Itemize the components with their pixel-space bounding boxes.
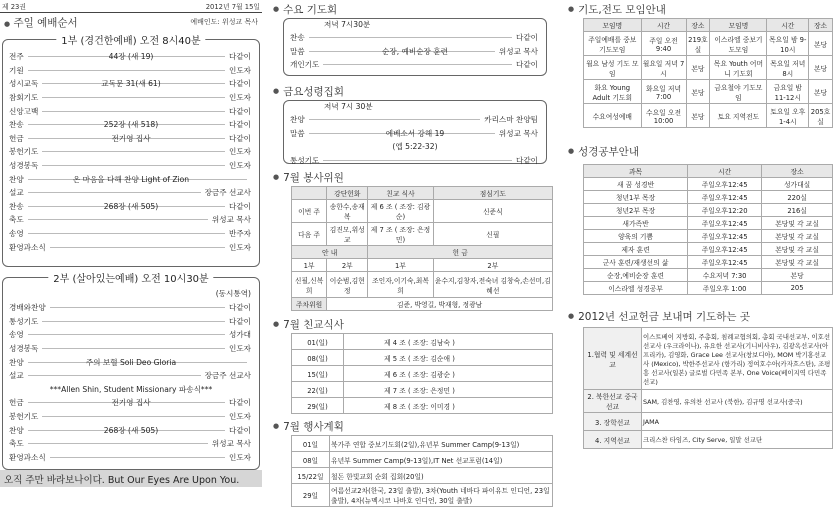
bullet-icon: ● — [273, 422, 280, 430]
order-detail: 교독문 31(새 61) — [101, 79, 161, 89]
service2-title: 2부 (살아있는예배) 오전 10시30분 — [48, 270, 213, 285]
worship-title: 주일 예배순서 — [13, 16, 78, 29]
order-person: 반주자 — [228, 229, 251, 239]
prayer-head-cell: 장소 — [686, 19, 710, 32]
prayer-head-cell: 모임명 — [710, 19, 767, 32]
order-detail: 전기영 집사 — [111, 133, 151, 143]
order-item: 통성기도 — [9, 316, 39, 326]
service-cell: 신필 — [433, 223, 552, 246]
events-title: 7월 행사계획 — [283, 420, 344, 433]
event-text: 유년부 Summer Camp(9-13일),IT Net 선교포럼(14일) — [330, 452, 553, 468]
order-row — [3, 145, 259, 159]
bible-cell: 주일오후12:20 — [688, 204, 762, 217]
service-name-cell: 윤수지,김창자,전숙녀 김창숙,손선미,김혜선 — [433, 272, 552, 298]
bible-cell: 청년1부 목장 — [584, 191, 688, 204]
bullet-icon: ● — [568, 147, 575, 155]
service-sub-cell: 1부 — [292, 259, 327, 272]
order-row — [3, 315, 259, 329]
service-cell: 제 6 조 ( 조장: 김광순) — [368, 200, 433, 223]
order-item: 성경봉독 — [9, 344, 39, 354]
order-person: 위성교 목사 — [211, 439, 251, 449]
order-row — [3, 159, 259, 173]
issue-header — [0, 0, 262, 12]
issue-number: 제 23권 — [2, 3, 26, 11]
meal-group: 제 8 조 ( 조장: 이미경 ) — [344, 398, 553, 414]
order-detail: 44장 (새 19) — [108, 52, 154, 62]
order-person: 장금주 선교사 — [204, 188, 251, 198]
order-person: 인도자 — [228, 344, 251, 354]
wed-box — [283, 18, 547, 76]
service-sub-cell: 2부 — [327, 259, 368, 272]
fri-time: 저녁 7시 30분 — [324, 102, 373, 111]
service-sub-cell: 2부 — [433, 259, 552, 272]
prayer-cell: 본당 — [686, 56, 710, 80]
order-row — [3, 172, 259, 186]
bible-cell: 주일오후12:45 — [688, 217, 762, 230]
order-item: 찬송 — [290, 33, 305, 43]
footer-banner: 오직 주만 바라보나이다. But Our Eyes Are Upon You. — [0, 470, 262, 487]
bible-cell: 청년2부 목장 — [584, 204, 688, 217]
order-item: 찬양 — [9, 425, 24, 435]
service-head-cell: 점심기도 — [433, 187, 552, 200]
order-person: 인도자 — [228, 93, 251, 103]
order-item: 헌금 — [9, 398, 24, 408]
bible-cell: 주일오후12:45 — [688, 256, 762, 269]
order-item: 찬송 — [9, 201, 24, 211]
prayer-cell: 205호실 — [809, 104, 833, 128]
order-person: 위성교 목사 — [498, 128, 538, 138]
order-item: 축도 — [9, 439, 24, 449]
order-person: 다같이 — [228, 106, 251, 116]
fri-heading — [273, 82, 555, 100]
meal-date: 29(일) — [292, 398, 344, 414]
order-row — [284, 113, 546, 127]
order-person: 다같이 — [228, 316, 251, 326]
order-person: 다같이 — [228, 79, 251, 89]
service-cell: 김진모,위성교 — [327, 223, 368, 246]
meal-title: 7월 친교식사 — [283, 318, 344, 331]
order-item: 말씀 — [290, 128, 305, 138]
bible-cell: 본당및 각 교실 — [762, 230, 833, 243]
order-row — [3, 240, 259, 254]
prayer-cell: 이스라엘 중보기도모임 — [710, 32, 767, 56]
mission-category: 1.협력 및 세계선교 — [584, 328, 642, 390]
order-detail: 주의 보혈 Soli Deo Gloria — [85, 357, 177, 367]
service-cell: 제 7 조 ( 조장: 은정민) — [368, 223, 433, 246]
prayer-cell: 토요일 오후 1-4시 — [767, 104, 809, 128]
prayer-title: 기도,전도 모임안내 — [578, 3, 666, 16]
bible-cell: 205 — [762, 282, 833, 295]
order-detail: 252장 (새 518) — [103, 120, 159, 130]
order-person: 다같이 — [515, 60, 538, 70]
order-person: 인도자 — [228, 147, 251, 157]
order-person: 다같이 — [228, 201, 251, 211]
order-row — [284, 31, 546, 45]
middle-column — [273, 0, 555, 507]
order-row — [3, 50, 259, 64]
order-item: 헌금 — [9, 133, 24, 143]
guide-head: 안 내 — [292, 246, 368, 259]
fri-title: 금요성령집회 — [283, 85, 344, 98]
bible-cell: 본당및 각 교실 — [762, 243, 833, 256]
order-item: 환영과소식 — [9, 242, 46, 252]
order-person: 위성교 목사 — [211, 215, 251, 225]
wed-time: 저녁 7시30분 — [324, 20, 371, 29]
order-row — [3, 227, 259, 241]
order-row — [3, 77, 259, 91]
service1-box — [2, 36, 260, 267]
bible-cell: 본당 — [762, 269, 833, 282]
order-detail: 268장 (새 505) — [103, 201, 159, 211]
service2-box — [2, 274, 260, 470]
order-person: 성가대 — [228, 330, 251, 340]
bullet-icon: ● — [4, 19, 11, 28]
order-item: 전주 — [9, 52, 24, 62]
prayer-cell: 목요일 밤 9-10시 — [767, 32, 809, 56]
issue-date: 2012년 7월 15일 — [205, 3, 260, 11]
order-person: 인도자 — [228, 161, 251, 171]
meal-date: 01(일) — [292, 334, 344, 350]
bible-cell: 양육의 기쁨 — [584, 230, 688, 243]
prayer-head-cell: 시간 — [641, 19, 686, 32]
bible-cell: 주일오후12:45 — [688, 191, 762, 204]
order-item: 찬양 — [9, 174, 24, 184]
service-cell: 송한수,송재복 — [327, 200, 368, 223]
event-text: 여름선교2차(한국, 23일 출발), 3차(Youth 네바다 파이유트 인디언, 23일 출발), 4차(뉴멕시코 나바호 인디언, 30일 출발) — [330, 484, 553, 507]
bible-cell: 제자 훈련 — [584, 243, 688, 256]
order-item: 설교 — [9, 371, 24, 381]
service1-title: 1부 (경건한예배) 오전 8시40분 — [56, 32, 205, 47]
mission-title: 2012년 선교헌금 보내며 기도하는 곳 — [578, 310, 751, 323]
service-sub-cell: 1부 — [368, 259, 433, 272]
mission-heading — [568, 307, 835, 325]
order-item: 찬양 — [290, 115, 305, 125]
service-heading — [273, 168, 555, 186]
order-row — [284, 58, 546, 72]
order-detail: 268장 (새 505) — [103, 425, 159, 435]
prayer-cell: 월요 남성 기도 모임 — [584, 56, 642, 80]
bible-cell: 새 꿈 성경반 — [584, 178, 688, 191]
prayer-cell: 금요철야 기도모임 — [710, 80, 767, 104]
mission-targets: 이스트베이 지방회, 주총회, 침례교협의회, 총회 국내선교부, 이호선선교사 (우크라이나), 유요한 선교사(기니비사우), 김광옥선교사(아프리카), 김영화, Grace Lee 선교사(창보디아), MOM 박기홍선교사 (Mexico), 박한주선교사 (항가리) 정여호수아(카자흐스탄), 조평흥 선교사(일본) 글로벌 다민족 본부, One Voice(베이지역 다민족선교) — [642, 328, 833, 390]
service-head-cell: 강단헌화 — [327, 187, 368, 200]
prayer-cell: 본당 — [686, 104, 710, 128]
events-table — [291, 435, 553, 507]
bible-head-cell: 장소 — [762, 165, 833, 178]
order-person: 카리스마 찬양팀 — [484, 115, 538, 125]
service-title: 7월 봉사위원 — [283, 171, 344, 184]
service-cell: 신준식 — [433, 200, 552, 223]
order-person: 다같이 — [228, 133, 251, 143]
order-person: 다같이 — [228, 425, 251, 435]
bible-cell: 본당및 각 교실 — [762, 217, 833, 230]
bullet-icon: ● — [273, 320, 280, 328]
order-person: 인도자 — [228, 452, 251, 462]
prayer-head-cell: 시간 — [767, 19, 809, 32]
order-item: 찬송 — [9, 120, 24, 130]
order-item: 환영과소식 — [9, 452, 46, 462]
bible-cell: 주일오후 1:00 — [688, 282, 762, 295]
meal-group: 제 7 조 ( 조장: 은정민 ) — [344, 382, 553, 398]
order-item: 봉헌기도 — [9, 147, 39, 157]
bible-cell: 순장,예비순장 훈련 — [584, 269, 688, 282]
meal-group: 제 5 조 ( 조장: 김순애 ) — [344, 350, 553, 366]
service-cell: 다음 주 — [292, 223, 327, 246]
mission-targets: JAMA — [642, 413, 833, 431]
order-detail: (엡 5:22-32) — [392, 142, 438, 152]
prayer-cell: 화요 Young Adult 기도회 — [584, 80, 642, 104]
service-head-cell — [292, 187, 327, 200]
order-person: 다같이 — [228, 120, 251, 130]
order-row — [3, 186, 259, 200]
wed-title: 수요 기도회 — [283, 3, 338, 16]
meal-group: 제 4 조 ( 조장: 김남숙 ) — [344, 334, 553, 350]
order-detail: 에베소서 강해 19 — [385, 128, 445, 138]
event-text: 북가주 연합 중보기도회(2일),유년부 Summer Camp(9-13일) — [330, 436, 553, 452]
drivers: 김준, 박영길, 박재형, 정광남 — [327, 298, 553, 311]
prayer-cell: 수요여성예배 — [584, 104, 642, 128]
interpretation-note: (동시통역) — [215, 289, 251, 298]
order-row — [3, 118, 259, 132]
prayer-head-cell: 모임명 — [584, 19, 642, 32]
order-item: 참회기도 — [9, 93, 39, 103]
mission-table — [583, 327, 833, 449]
order-row — [284, 140, 546, 154]
bullet-icon: ● — [568, 5, 575, 13]
service-name-cell: 이순범,김현정 — [327, 272, 368, 298]
mission-targets: SAM, 김찬영, 유의찬 선교사 (북한), 김규명 선교사(중국) — [642, 390, 833, 413]
bible-heading — [568, 142, 835, 160]
order-row — [3, 437, 259, 451]
order-item: 경배와찬양 — [9, 303, 46, 313]
mission-category: 3. 장학선교 — [584, 413, 642, 431]
prayer-cell: 월요일 저녁 7시 — [641, 56, 686, 80]
bible-cell: 220실 — [762, 191, 833, 204]
order-item: 기원 — [9, 65, 24, 75]
order-row — [3, 423, 259, 437]
order-row — [3, 342, 259, 356]
meal-group: 제 6 조 ( 조장: 김광순 ) — [344, 366, 553, 382]
meal-heading — [273, 315, 555, 333]
fri-box — [283, 100, 547, 164]
bible-cell: 이스라엘 성경공부 — [584, 282, 688, 295]
prayer-cell: 본당 — [809, 32, 833, 56]
order-person: 다같이 — [228, 303, 251, 313]
prayer-cell: 본당 — [686, 80, 710, 104]
order-item: 개인기도 — [290, 60, 320, 70]
bible-cell: 수요저녁 7:30 — [688, 269, 762, 282]
prayer-cell: 수요일 오전 10:00 — [641, 104, 686, 128]
event-date: 01일 — [292, 436, 330, 452]
worship-leader: 예배인도: 위성교 목사 — [190, 18, 258, 26]
service-name-cell: 신필,신복희 — [292, 272, 327, 298]
offer-head: 헌 금 — [368, 246, 553, 259]
worship-heading — [0, 13, 262, 31]
bullet-icon: ● — [273, 173, 280, 181]
meal-date: 22(일) — [292, 382, 344, 398]
bullet-icon: ● — [273, 87, 280, 95]
bible-cell: 새가족반 — [584, 217, 688, 230]
order-person: 다같이 — [228, 398, 251, 408]
event-date: 15/22일 — [292, 468, 330, 484]
order-detail: 순장, 예비순장 훈련 — [382, 46, 448, 56]
prayer-cell: 주일예배를 중보기도모임 — [584, 32, 642, 56]
service-table — [291, 186, 553, 311]
order-row — [3, 355, 259, 369]
order-row — [284, 127, 546, 141]
order-detail: 전기영 집사 — [111, 398, 151, 408]
order-row — [3, 301, 259, 315]
bullet-icon: ● — [273, 5, 280, 13]
prayer-cell: 목요 Youth 어머니 기도회 — [710, 56, 767, 80]
order-item: 말씀 — [290, 46, 305, 56]
order-row — [284, 154, 546, 168]
prayer-cell: 본당 — [809, 80, 833, 104]
mission-category: 2. 북한선교 중국선교 — [584, 390, 642, 413]
order-person: 다같이 — [228, 52, 251, 62]
prayer-cell: 화요일 저녁7:00 — [641, 80, 686, 104]
events-heading — [273, 417, 555, 435]
order-detail: 온 마음을 다해 찬양 Light of Zion — [72, 174, 190, 184]
bible-cell: 본당및 각 교실 — [762, 256, 833, 269]
order-item: 설교 — [9, 188, 24, 198]
event-date: 29일 — [292, 484, 330, 507]
order-row — [3, 64, 259, 78]
order-row — [3, 328, 259, 342]
order-item: 성시교독 — [9, 79, 39, 89]
mission-targets: 크리스찬 타임즈, City Serve, 일말 선교단 — [642, 431, 833, 449]
order-person: 인도자 — [228, 65, 251, 75]
bible-cell: 군사 훈련/재생선의 삶 — [584, 256, 688, 269]
order-row — [3, 213, 259, 227]
order-person: 다같이 — [515, 156, 538, 166]
mission-category: 4. 지역선교 — [584, 431, 642, 449]
service-cell: 이번 주 — [292, 200, 327, 223]
prayer-cell: 목요일 저녁 8시 — [767, 56, 809, 80]
prayer-heading — [568, 0, 835, 18]
service-name-cell: 조인자,이기숙,최복희 — [368, 272, 433, 298]
order-row — [3, 200, 259, 214]
order-person: 장금주 선교사 — [204, 371, 251, 381]
prayer-cell: 주일 오전 9:40 — [641, 32, 686, 56]
bible-table — [583, 164, 833, 295]
order-person: 위성교 목사 — [498, 46, 538, 56]
order-person: 인도자 — [228, 412, 251, 422]
order-item: 봉헌기도 — [9, 412, 39, 422]
right-column — [568, 0, 835, 449]
prayer-cell: 본당 — [809, 56, 833, 80]
bible-cell: 216실 — [762, 204, 833, 217]
order-row — [3, 369, 259, 383]
order-row — [3, 410, 259, 424]
order-item: 송영 — [9, 229, 24, 239]
prayer-cell: 219호실 — [686, 32, 710, 56]
order-item: 통성기도 — [290, 156, 320, 166]
order-detail: ***Allen Shin, Student Missionary 파송식*** — [49, 384, 213, 394]
bible-title: 성경공부안내 — [578, 145, 639, 158]
order-item: 신앙고백 — [9, 106, 39, 116]
worship-column — [0, 0, 262, 470]
bible-cell: 주일오후12:45 — [688, 178, 762, 191]
order-person: 인도자 — [228, 242, 251, 252]
event-text: 철돈 한빛교회 순회 집회(20일) — [330, 468, 553, 484]
order-row — [3, 451, 259, 465]
order-row — [3, 104, 259, 118]
driver-label: 주차위원 — [292, 298, 327, 311]
service-head-cell: 친교 식사 — [368, 187, 433, 200]
bible-cell: 성가대실 — [762, 178, 833, 191]
bullet-icon: ● — [568, 312, 575, 320]
bible-head-cell: 시간 — [688, 165, 762, 178]
prayer-cell: 토요 지역전도 — [710, 104, 767, 128]
event-date: 08일 — [292, 452, 330, 468]
order-item: 송영 — [9, 330, 24, 340]
prayer-cell: 금요일 밤 11-12시 — [767, 80, 809, 104]
order-item: 축도 — [9, 215, 24, 225]
meal-date: 08(일) — [292, 350, 344, 366]
order-person: 다같이 — [515, 33, 538, 43]
prayer-head-cell: 장소 — [809, 19, 833, 32]
order-row — [3, 91, 259, 105]
order-item: 찬양 — [9, 357, 24, 367]
bible-cell: 주일오후12:45 — [688, 243, 762, 256]
meal-date: 15(일) — [292, 366, 344, 382]
bible-head-cell: 과목 — [584, 165, 688, 178]
order-row — [284, 45, 546, 59]
bible-cell: 주일오후12:45 — [688, 230, 762, 243]
order-row — [3, 132, 259, 146]
order-row — [3, 383, 259, 397]
order-row — [3, 396, 259, 410]
prayer-table — [583, 18, 833, 128]
order-item: 성경봉독 — [9, 161, 39, 171]
meal-table — [291, 333, 553, 414]
wed-heading — [273, 0, 555, 18]
